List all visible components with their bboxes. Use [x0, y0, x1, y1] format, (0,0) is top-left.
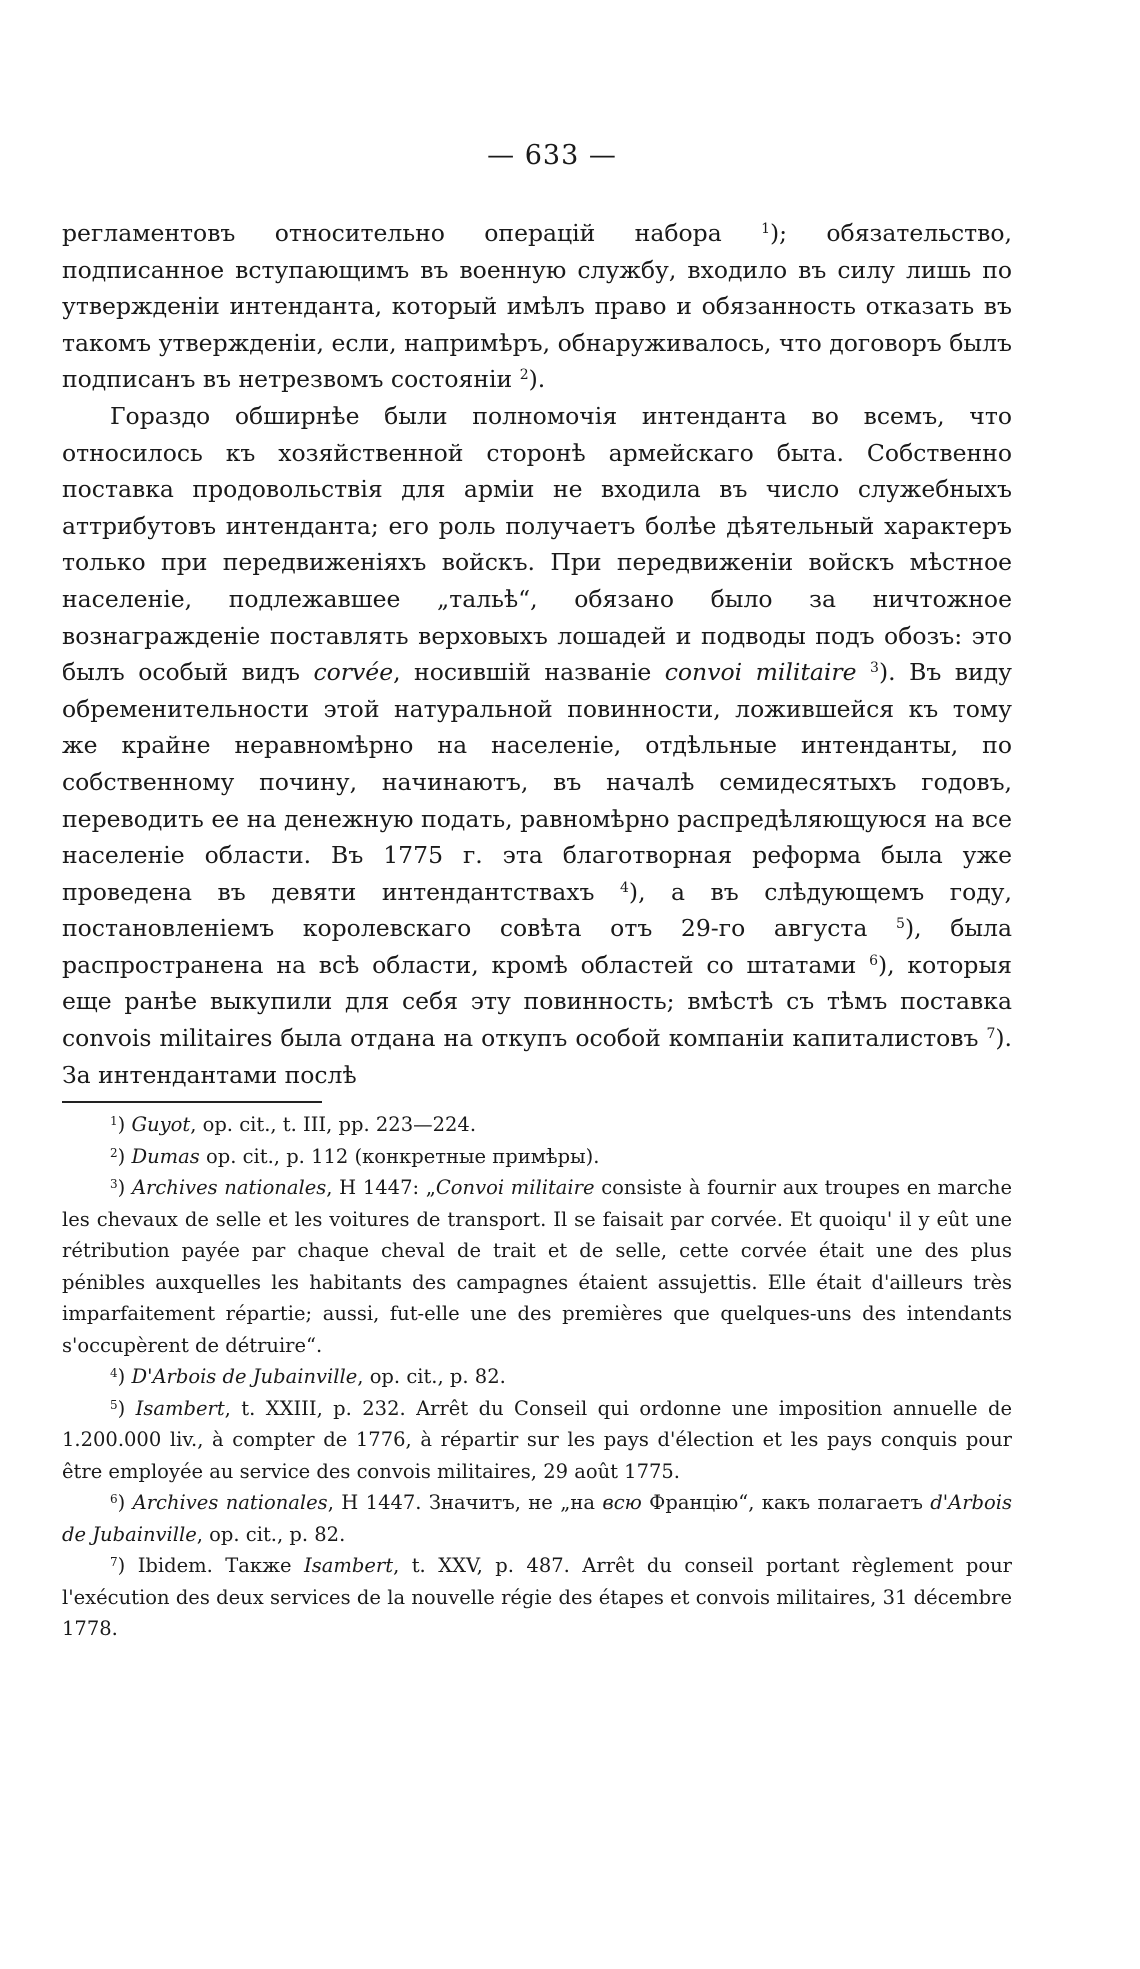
p2-text-g: ). За интендантами послѣ	[62, 1024, 1012, 1089]
footnote-number: 3	[110, 1177, 118, 1192]
footnote-number: 2	[110, 1145, 118, 1160]
footnote-ref-6: 6	[869, 952, 878, 969]
footnote-author: Guyot	[131, 1113, 191, 1137]
footnote-author: Isambert	[304, 1554, 394, 1578]
p2-text-a: Гораздо обширнѣе были полномочія интенданта во всемъ, что относилось къ хозяйственной сторонѣ армейскаго быта. Собственно поставка продовольствія для арміи не входила въ число служебныхъ аттрибутовъ интенданта; его роль получаетъ болѣе дѣятельный характеръ только при передвиженіяхъ войскъ. При передвиженіи войскъ мѣстное населеніе, подлежавшее „тальѣ“, обязано было за ничтожное вознагражденіе поставлять верховыхъ лошадей и подводы подъ обозъ: это былъ особый видъ	[62, 401, 1012, 687]
footnote-divider	[62, 1101, 322, 1103]
p1-text-a: регламентовъ относительно операцій набора	[62, 219, 762, 247]
footnote-number: 4	[110, 1366, 118, 1381]
footnote-3: $^3$) Archives nationales, H 1447: „Convoi militaire consiste à fournir aux troupes en marche les chevaux de selle et les voitures de transport. Il se faisait par corvée. Et quoiqu' il y eût une rétribution payée par chaque cheval de trait et de selle, cette corvée était une des plus pénibles auxquelles les habitants des campagnes étaient assujettis. Elle était d'ailleurs très imparfaitement répartie; aussi, fut-elle une des premières que quelques-uns des intendants s'occupèrent de détruire“.	[62, 1176, 1012, 1357]
footnote-ref-2: 2	[519, 367, 529, 384]
p1-text-c: ).	[528, 365, 546, 394]
footnote-text: , t. XXV, p. 487. Arrêt du conseil portant règlement pour l'exécution des deux services de la nouvelle régie des étapes et convois militaires, 31 décembre 1778.	[62, 1554, 1012, 1641]
footnote-text: , op. cit., p. 82.	[196, 1522, 346, 1546]
footnote-4: $^4$) D'Arbois de Jubainville, op. cit., p. 82.	[110, 1365, 506, 1389]
footnote-ref-4: 4	[619, 879, 629, 896]
footnote-6: $^6$) Archives nationales, H 1447. Значитъ, не „на всю Францію“, какъ полагаетъ d'Arbois de Jubainville, op. cit., p. 82.	[62, 1491, 1012, 1546]
footnote-source: Archives nationales	[131, 1176, 327, 1200]
footnote-ref-1: 1	[761, 221, 770, 237]
page-number: — 633 —	[487, 140, 617, 171]
p2-text-c: ). Въ виду обременительности этой натуральной повинности, ложившейся къ тому же крайне неравномѣрно на населеніе, отдѣльные интенданты, по собственному почину, начинаютъ, въ началѣ семидесятыхъ годовъ, переводить ее на денежную подать, равномѣрно распредѣляющуюся на все населеніе области. Въ 1775 г. эта благотворная реформа была уже проведена въ девяти интендантствахъ	[62, 658, 1012, 906]
footnote-italic: Convoi militaire	[435, 1176, 595, 1200]
footnote-author: Dumas	[131, 1144, 200, 1168]
p2-convoi: convoi militaire	[664, 658, 857, 687]
footnote-ref-3: 3	[870, 660, 879, 677]
footnote-text: , H 1447: „	[326, 1176, 436, 1200]
footnote-text: , op. cit., t. III, pp. 223—224.	[190, 1113, 477, 1137]
p2-text-f: ), которыя еще ранѣе выкупили для себя эту повинность; вмѣстѣ съ тѣмъ поставка convois militaires была отдана на откупъ особой компаніи капиталистовъ	[62, 950, 1012, 1053]
footnote-author: d'Arbois de Jubainville	[62, 1491, 1012, 1546]
footnote-text: Францію“, какъ полагаетъ	[641, 1491, 931, 1515]
footnote-text: , H 1447. Значитъ, не „на	[327, 1491, 603, 1515]
p2-text-d: ), а въ слѣдующемъ году, постановленіемъ королевскаго совѣта отъ 29-го августа	[62, 877, 1012, 943]
p2-corvee: corvée	[313, 658, 394, 687]
paragraph-1	[62, 215, 1012, 398]
footnote-number: 6	[110, 1492, 118, 1507]
book-page	[62, 140, 1012, 1645]
footnote-text: consiste à fournir aux troupes en marche les chevaux de selle et les voitures de transport. Il se faisait par corvée. Et quoiqu' il y eût une rétribution payée par chaque cheval de trait et de selle, cette corvée était une des plus pénibles auxquelles les habitants des campagnes étaient assujettis. Elle était d'ailleurs très imparfaitement répartie; aussi, fut-elle une des premières que quelques-uns des intendants s'occupèrent de détruire“.	[62, 1176, 1012, 1357]
p1-text-b: ); обязательство, подписанное вступающимъ въ военную службу, входило въ силу лишь по утвержденіи интенданта, который имѣлъ право и обязанность отказать въ такомъ утвержденіи, если, напримѣръ, обнаруживалось, что договоръ былъ подписанъ въ нетрезвомъ состояніи	[62, 219, 1012, 394]
paragraph-2	[62, 398, 1012, 1093]
footnote-source: Archives nationales	[132, 1491, 328, 1515]
footnote-ref-5: 5	[896, 916, 905, 933]
footnote-number: 5	[110, 1397, 118, 1412]
footnote-2: $^2$) Dumas op. cit., p. 112 (конкретные примѣры).	[110, 1144, 600, 1168]
footnote-author: D'Arbois de Jubainville	[131, 1365, 358, 1389]
footnote-7: $^7$) Ibidem. Также Isambert, t. XXV, p. 487. Arrêt du conseil portant règlement pour l'exécution des deux services de la nouvelle régie des étapes et convois militaires, 31 décembre 1778.	[62, 1554, 1012, 1641]
footnote-number: 7	[110, 1555, 118, 1570]
footnote-italic: всю	[602, 1491, 642, 1515]
footnote-author: Isambert	[135, 1396, 225, 1420]
main-text	[62, 215, 1012, 1093]
footnote-1: $^1$) Guyot, op. cit., t. III, pp. 223—224.	[110, 1113, 477, 1137]
footnote-ref-7: 7	[986, 1026, 996, 1043]
footnote-number: 1	[110, 1114, 118, 1129]
footnote-text: Ibidem. Также	[137, 1554, 305, 1578]
p2-text-b: , носившій названіе	[393, 658, 665, 687]
footnote-5: $^5$) Isambert, t. XXIII, p. 232. Arrêt du Conseil qui ordonne une imposition annuelle de 1.200.000 liv., à compter de 1776, à répartir sur les pays d'élection et les pays conquis pour être employée au service des convois militaires, 29 août 1775.	[62, 1396, 1012, 1483]
footnote-text: , op. cit., p. 82.	[357, 1365, 506, 1389]
footnotes	[62, 1109, 1012, 1645]
p2-text-e: ), была распространена на всѣ области, кромѣ областей со штатами	[62, 914, 1012, 979]
footnote-text: , t. XXIII, p. 232. Arrêt du Conseil qui ordonne une imposition annuelle de 1.200.000 liv., à compter de 1776, à répartir sur les pays d'élection et les pays conquis pour être employée au service des convois militaires, 29 août 1775.	[62, 1396, 1012, 1483]
footnote-text: op. cit., p. 112 (конкретные примѣры).	[199, 1144, 600, 1168]
